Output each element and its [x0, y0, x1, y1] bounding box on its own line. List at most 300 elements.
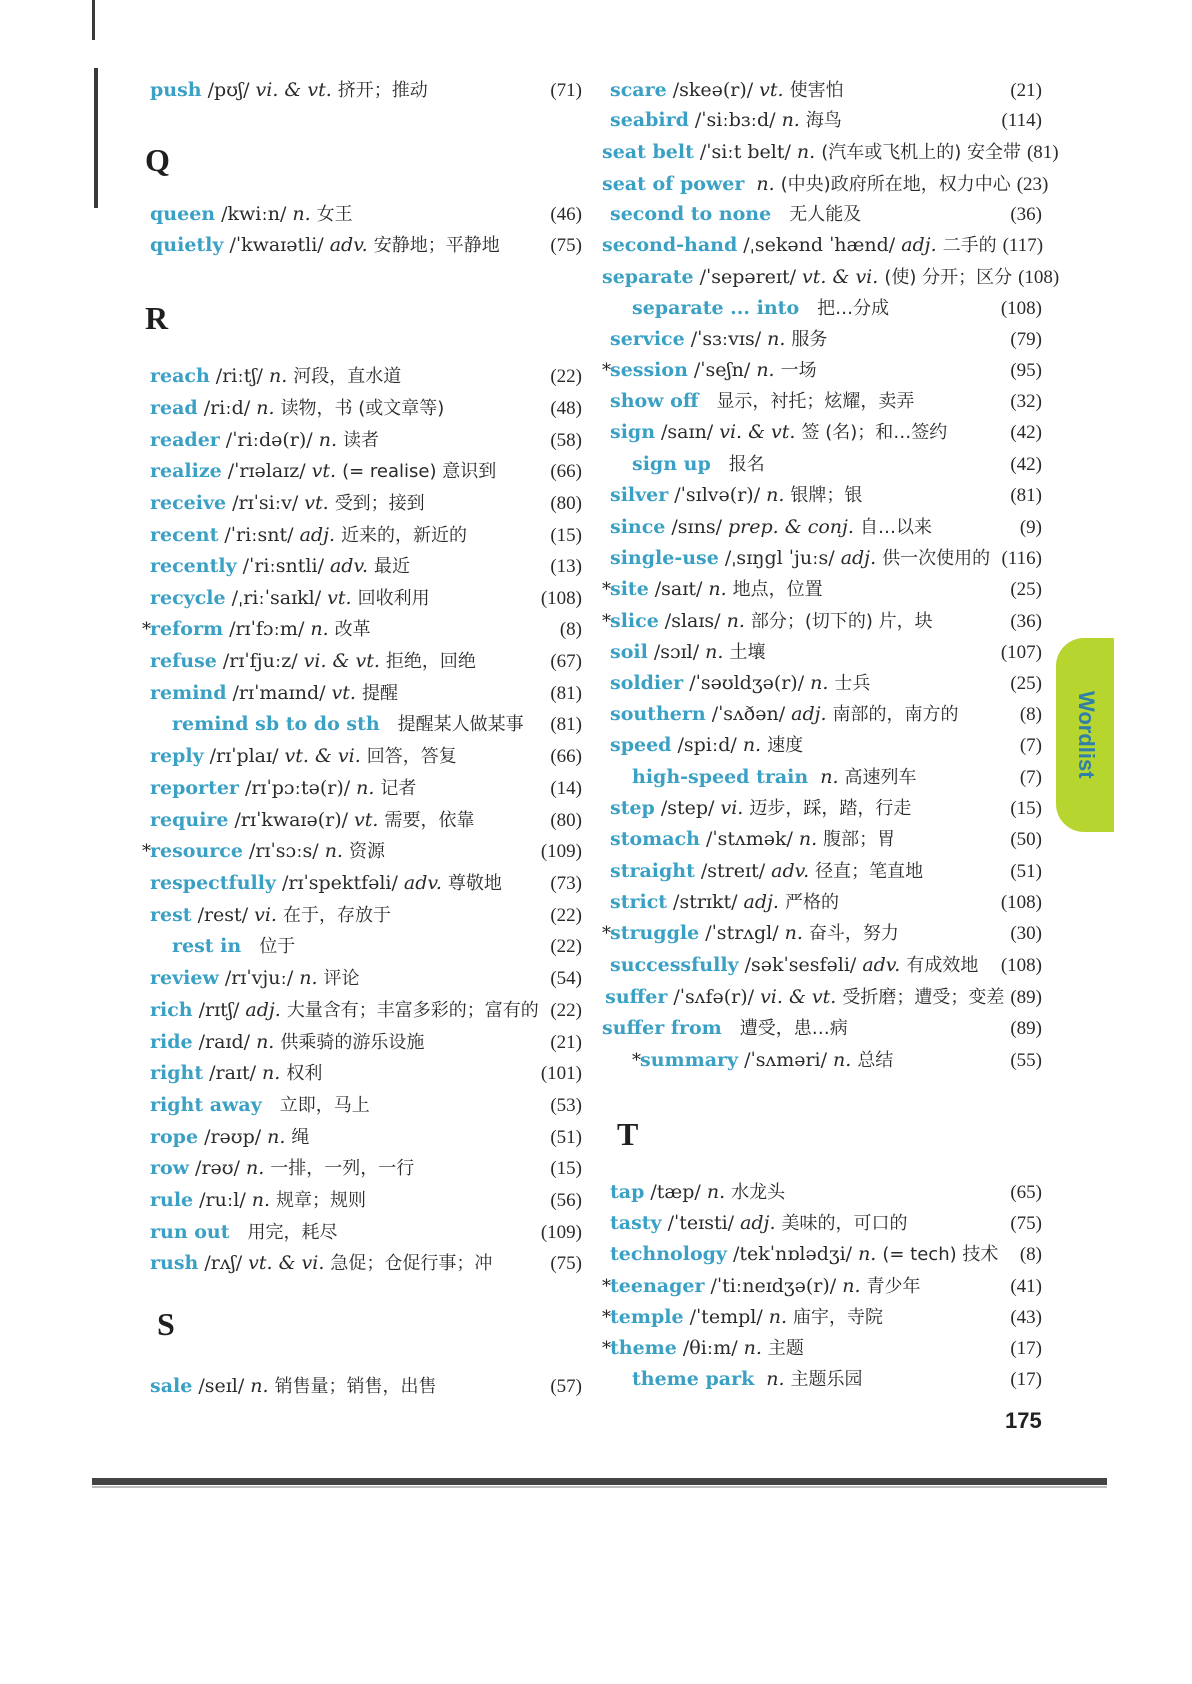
entry-pronunciation: /rɪˈvjuː/	[224, 967, 294, 989]
entry-part-of-speech: vi.	[720, 797, 744, 819]
entry-headword: separate	[602, 266, 694, 288]
entry-page-ref: (42)	[1010, 422, 1042, 443]
entry-page-ref: (81)	[550, 714, 582, 735]
entry-part-of-speech: n.	[781, 109, 800, 131]
entry-definition: 规章；规则	[276, 1190, 367, 1211]
entry-headword: speed	[610, 734, 672, 756]
wordlist-entry	[150, 1028, 582, 1056]
entry-part-of-speech: vi. & vt.	[255, 79, 332, 101]
entry-pronunciation: /ˈsɜːvɪs/	[690, 328, 762, 350]
entry-definition: 土壤	[729, 642, 766, 663]
entry-page-ref: (101)	[540, 1063, 582, 1084]
entry-page-ref: (15)	[550, 525, 582, 546]
wordlist-entry	[610, 794, 1042, 822]
entry-definition: 供一次使用的	[882, 548, 991, 569]
entry-pronunciation: /kwiːn/	[221, 203, 287, 225]
entry-definition: 评论	[323, 968, 360, 989]
wordlist-entry	[610, 1046, 1042, 1074]
entry-part-of-speech: adj.	[791, 703, 827, 725]
entry-page-ref: (32)	[1010, 391, 1042, 412]
entry-definition: 立即，马上	[279, 1095, 370, 1116]
entry-headword: reader	[150, 429, 220, 451]
entry-headword: push	[150, 79, 202, 101]
wordlist-entry	[150, 76, 582, 104]
entry-page-ref: (80)	[550, 493, 582, 514]
wordlist-entry	[610, 106, 1042, 134]
wordlist-entry	[610, 294, 1042, 322]
entry-part-of-speech: n.	[356, 777, 375, 799]
entry-part-of-speech: n.	[262, 1062, 281, 1084]
entry-part-of-speech: adj.	[740, 1212, 776, 1234]
entry-definition: 读者	[342, 430, 379, 451]
entry-part-of-speech: n.	[833, 1049, 852, 1071]
entry-headword: session	[610, 359, 688, 381]
wordlist-tab-label: Wordlist	[1074, 691, 1099, 779]
entry-pronunciation: /ruːl/	[199, 1189, 246, 1211]
entry-pronunciation: /sɔɪl/	[653, 641, 700, 663]
entry-headword: recent	[150, 524, 219, 546]
entry-headword: rush	[150, 1252, 199, 1274]
wordlist-entry	[610, 825, 1042, 853]
wordlist-entry	[610, 325, 1042, 353]
wordlist-entry	[602, 607, 1042, 635]
entry-pronunciation: /θiːm/	[682, 1337, 738, 1359]
entry-headword: recently	[150, 555, 237, 577]
entry-star: *	[142, 841, 151, 862]
entry-page-ref: (48)	[550, 398, 582, 419]
wordlist-entry	[610, 857, 1042, 885]
wordlist-entry	[150, 1218, 582, 1246]
entry-pronunciation: /ˈtempl/	[689, 1306, 763, 1328]
wordlist-entry	[610, 1178, 1042, 1206]
entry-headword: rich	[150, 999, 193, 1021]
entry-part-of-speech: adv.	[403, 872, 442, 894]
entry-pronunciation: /seɪl/	[198, 1375, 245, 1397]
wordlist-entry	[150, 869, 582, 897]
entry-part-of-speech: n.	[766, 1368, 785, 1390]
entry-star: *	[602, 360, 611, 381]
entry-part-of-speech: n.	[256, 397, 275, 419]
entry-pronunciation: /skeə(r)/	[672, 79, 754, 101]
entry-headword: show off	[610, 390, 699, 412]
entry-definition: 显示，衬托；炫耀，卖弄	[716, 391, 915, 412]
wordlist-entry	[602, 1303, 1042, 1331]
entry-pronunciation: /rəʊp/	[204, 1126, 262, 1148]
entry-definition: 遭受，患…病	[739, 1018, 848, 1039]
entry-page-ref: (108)	[1000, 298, 1042, 319]
entry-headword: require	[150, 809, 229, 831]
entry-page-ref: (95)	[1010, 360, 1042, 381]
entry-page-ref: (53)	[550, 1095, 582, 1116]
wordlist-entry	[150, 200, 582, 228]
entry-pronunciation: /ˈsʌməri/	[744, 1049, 828, 1071]
wordlist-entry	[150, 742, 582, 770]
entry-headword: respectfully	[150, 872, 276, 894]
entry-part-of-speech: n.	[810, 672, 829, 694]
wordlist-entry	[610, 638, 1042, 666]
entry-page-ref: (114)	[1001, 110, 1042, 131]
entry-part-of-speech: n.	[256, 1031, 275, 1053]
entry-part-of-speech: adj.	[901, 234, 937, 256]
entry-pronunciation: /ˈsəʊldʒə(r)/	[689, 672, 805, 694]
entry-pronunciation: /tekˈnɒlədʒi/	[732, 1243, 853, 1265]
wordlist-entry	[610, 418, 1042, 446]
entry-part-of-speech: n.	[268, 365, 288, 387]
scan-bottom-edge-shadow	[92, 1486, 1107, 1488]
entry-star: *	[602, 1276, 611, 1297]
entry-page-ref: (73)	[550, 873, 582, 894]
entry-page-ref: (50)	[1010, 829, 1042, 850]
entry-star: *	[142, 619, 151, 640]
entry-pronunciation: /riːd/	[203, 397, 251, 419]
entry-part-of-speech: vt. & vi.	[248, 1252, 325, 1274]
scan-edge-mark-mid	[94, 68, 98, 208]
entry-headword: straight	[610, 860, 695, 882]
entry-definition: 地点，位置	[732, 579, 823, 600]
wordlist-entry	[610, 544, 1042, 572]
entry-headword: successfully	[610, 954, 739, 976]
entry-page-ref: (51)	[550, 1127, 582, 1148]
entry-pronunciation: /tæp/	[650, 1181, 701, 1203]
entry-definition: (中央)政府所在地，权力中心	[780, 174, 1011, 195]
entry-pronunciation: /ˈsɪlvə(r)/	[674, 484, 761, 506]
entry-page-ref: (108)	[540, 588, 582, 609]
entry-headword: reply	[150, 745, 204, 767]
entry-definition: 安静地；平静地	[373, 235, 500, 256]
wordlist-entry	[610, 669, 1042, 697]
entry-pronunciation: /slaɪs/	[664, 610, 721, 632]
wordlist-entry	[150, 1059, 582, 1087]
wordlist-entry	[602, 575, 1042, 603]
entry-headword: silver	[610, 484, 669, 506]
entry-page-ref: (46)	[550, 204, 582, 225]
entry-definition: 腹部；胃	[823, 829, 896, 850]
entry-page-ref: (15)	[1010, 798, 1042, 819]
entry-headword: seabird	[610, 109, 689, 131]
entry-definition: 权利	[286, 1063, 323, 1084]
entry-page-ref: (43)	[1010, 1307, 1042, 1328]
wordlist-entry	[602, 356, 1042, 384]
entry-definition: 拒绝，回绝	[385, 651, 476, 672]
entry-headword: scare	[610, 79, 667, 101]
entry-headword: soil	[610, 641, 648, 663]
section-letter-s: S	[157, 1306, 175, 1342]
entry-headword: right	[150, 1062, 204, 1084]
entry-definition: 总结	[857, 1050, 894, 1071]
entry-pronunciation: /ˌriːˈsaɪkl/	[231, 587, 322, 609]
entry-part-of-speech: adv.	[329, 234, 368, 256]
entry-definition: 使害怕	[789, 80, 844, 101]
wordlist-entry	[610, 1240, 1042, 1268]
entry-headword: row	[150, 1157, 190, 1179]
entry-page-ref: (42)	[1010, 454, 1042, 475]
entry-part-of-speech: adj.	[743, 891, 779, 913]
entry-pronunciation: /rʌʃ/	[204, 1252, 243, 1274]
entry-page-ref: (80)	[550, 810, 582, 831]
entry-part-of-speech: n.	[768, 1306, 788, 1328]
entry-headword: rest	[150, 904, 192, 926]
entry-pronunciation: /ˌsekənd ˈhænd/	[743, 234, 896, 256]
entry-headword: since	[610, 516, 666, 538]
entry-part-of-speech: n.	[318, 429, 337, 451]
entry-star: *	[602, 923, 611, 944]
entry-pronunciation: /rɪˈsiːv/	[232, 492, 299, 514]
entry-page-ref: (67)	[550, 651, 582, 672]
wordlist-entry	[610, 731, 1042, 759]
entry-definition: (汽车或飞机上的) 安全带	[821, 142, 1021, 163]
entry-headword: suffer from	[602, 1017, 722, 1039]
entry-page-ref: (75)	[550, 235, 582, 256]
entry-headword: theme park	[632, 1368, 755, 1390]
entry-definition: 用完，耗尽	[247, 1222, 338, 1243]
entry-page-ref: (54)	[550, 968, 582, 989]
entry-definition: 需要，依靠	[384, 810, 475, 831]
entry-page-ref: (108)	[1000, 955, 1042, 976]
entry-page-ref: (15)	[550, 1158, 582, 1179]
entry-part-of-speech: adj.	[245, 999, 281, 1021]
entry-headword: single-use	[610, 547, 719, 569]
entry-page-ref: (71)	[550, 80, 582, 101]
entry-page-ref: (109)	[540, 841, 582, 862]
entry-definition: 水龙头	[731, 1182, 786, 1203]
wordlist-entry	[610, 387, 1042, 415]
entry-page-ref: (21)	[1010, 80, 1042, 101]
wordlist-entry	[610, 1365, 1042, 1393]
entry-page-ref: (7)	[1019, 735, 1042, 756]
entry-pronunciation: /streɪt/	[700, 860, 766, 882]
entry-headword: strict	[610, 891, 668, 913]
wordlist-entry	[150, 679, 582, 707]
entry-pronunciation: /strɪkt/	[673, 891, 738, 913]
wordlist-entry	[142, 615, 582, 643]
wordlist-entry	[150, 1186, 582, 1214]
wordlist-entry	[150, 362, 582, 390]
entry-pronunciation: /ˌsɪŋgl ˈjuːs/	[724, 547, 835, 569]
entry-part-of-speech: vt.	[327, 587, 352, 609]
entry-definition: 士兵	[834, 673, 871, 694]
entry-page-ref: (55)	[1010, 1050, 1042, 1071]
entry-part-of-speech: vt. & vi.	[284, 745, 361, 767]
entry-headword: remind sb to do sth	[172, 713, 380, 735]
entry-star: *	[602, 579, 611, 600]
entry-definition: 受折磨；遭受；变差	[842, 987, 1005, 1008]
entry-page-ref: (8)	[1019, 1244, 1042, 1265]
entry-pronunciation: /ˈsiːbɜːd/	[694, 109, 776, 131]
entry-definition: 签 (名)；和…签约	[801, 422, 948, 443]
entry-page-ref: (81)	[1010, 485, 1042, 506]
wordlist-entry	[150, 1372, 582, 1400]
entry-definition: 尊敬地	[447, 873, 502, 894]
entry-headword: seat belt	[602, 141, 694, 163]
entry-headword: queen	[150, 203, 216, 225]
wordlist-entry	[610, 450, 1042, 478]
entry-star: *	[602, 1338, 611, 1359]
entry-definition: 河段，直水道	[293, 366, 402, 387]
wordlist-entry	[150, 806, 582, 834]
wordlist-entry	[150, 1154, 582, 1182]
entry-headword: stomach	[610, 828, 700, 850]
wordlist-entry	[610, 763, 1042, 791]
entry-pronunciation: /rɪˈpɔːtə(r)/	[244, 777, 351, 799]
entry-definition: 美味的，可口的	[781, 1213, 908, 1234]
entry-definition: 供乘骑的游乐设施	[280, 1032, 425, 1053]
entry-headword: struggle	[610, 922, 700, 944]
entry-definition: 严格的	[784, 892, 839, 913]
entry-definition: 提醒某人做某事	[397, 714, 524, 735]
entry-definition: (= realise) 意识到	[342, 461, 497, 482]
entry-part-of-speech: n.	[756, 359, 775, 381]
entry-page-ref: (8)	[1019, 704, 1042, 725]
entry-definition: 银牌；银	[790, 485, 863, 506]
entry-part-of-speech: n.	[267, 1126, 286, 1148]
entry-part-of-speech: n.	[858, 1243, 877, 1265]
entry-headword: southern	[610, 703, 706, 725]
entry-headword: technology	[610, 1243, 727, 1265]
entry-pronunciation: /rɪˈsɔːs/	[248, 840, 319, 862]
wordlist-entry	[150, 647, 582, 675]
entry-headword: second to none	[610, 203, 772, 225]
entry-page-ref: (41)	[1010, 1276, 1042, 1297]
entry-pronunciation: /səkˈsesfəli/	[744, 954, 857, 976]
entry-page-ref: (89)	[1010, 1018, 1042, 1039]
wordlist-entry	[610, 1209, 1042, 1237]
entry-page-ref: (66)	[550, 461, 582, 482]
entry-part-of-speech: vt.	[354, 809, 379, 831]
wordlist-entry	[610, 481, 1042, 509]
entry-page-ref: (22)	[550, 366, 582, 387]
entry-headword: teenager	[610, 1275, 705, 1297]
wordlist-entry	[150, 394, 582, 422]
entry-pronunciation: /ˈsʌðən/	[711, 703, 786, 725]
entry-pronunciation: /rɪˈplaɪ/	[209, 745, 279, 767]
entry-headword: ride	[150, 1031, 193, 1053]
wordlist-entry	[150, 901, 582, 929]
entry-part-of-speech: n.	[796, 141, 816, 163]
entry-headword: sign up	[632, 453, 711, 475]
entry-pronunciation: /ˈstrʌgl/	[705, 922, 779, 944]
entry-part-of-speech: n.	[798, 828, 818, 850]
wordlist-entry	[150, 231, 582, 259]
entry-definition: (= tech) 技术	[882, 1244, 999, 1265]
entry-page-ref: (22)	[550, 936, 582, 957]
entry-page-ref: (66)	[550, 746, 582, 767]
scan-bottom-edge	[92, 1478, 1107, 1485]
entry-page-ref: (65)	[1010, 1182, 1042, 1203]
entry-part-of-speech: n.	[742, 734, 762, 756]
entry-headword: soldier	[610, 672, 684, 694]
entry-definition: 无人能及	[789, 204, 862, 225]
entry-headword: resource	[150, 840, 243, 862]
entry-headword: theme	[610, 1337, 677, 1359]
entry-pronunciation: /rɪˈkwaɪə(r)/	[234, 809, 349, 831]
entry-pronunciation: /rɪtʃ/	[198, 999, 240, 1021]
entry-pronunciation: /ˈseʃn/	[693, 359, 751, 381]
entry-definition: 自…以来	[859, 517, 932, 538]
entry-definition: 受到；接到	[334, 493, 425, 514]
entry-definition: 迈步，踩，踏，行走	[749, 798, 912, 819]
wordlist-entry	[150, 457, 582, 485]
entry-headword: run out	[150, 1221, 230, 1243]
wordlist-entry	[150, 521, 582, 549]
entry-part-of-speech: vt.	[331, 682, 356, 704]
entry-definition: 挤开；推动	[337, 80, 428, 101]
entry-headword: step	[610, 797, 655, 819]
entry-headword: refuse	[150, 650, 217, 672]
entry-pronunciation: /pʊʃ/	[207, 79, 250, 101]
entry-definition: 奋斗，努力	[808, 923, 899, 944]
entry-definition: 记者	[380, 778, 417, 799]
entry-page-ref: (116)	[1001, 548, 1042, 569]
entry-headword: sale	[150, 1375, 193, 1397]
entry-definition: 径直；笔直地	[815, 861, 924, 882]
entry-headword: remind	[150, 682, 227, 704]
entry-headword: realize	[150, 460, 222, 482]
entry-part-of-speech: n.	[250, 1375, 269, 1397]
entry-headword: suffer	[605, 986, 668, 1008]
entry-headword: right away	[150, 1094, 262, 1116]
entry-page-ref: (23)	[1016, 174, 1049, 195]
entry-definition: 一场	[780, 360, 817, 381]
entry-pronunciation: /ˈriːsntli/	[242, 555, 324, 577]
entry-pronunciation: /raɪt/	[209, 1062, 257, 1084]
entry-headword: second-hand	[602, 234, 738, 256]
entry-headword: separate ... into	[632, 297, 800, 319]
entry-headword: reform	[150, 618, 224, 640]
entry-page-ref: (30)	[1010, 923, 1042, 944]
entry-part-of-speech: n.	[756, 173, 775, 195]
entry-pronunciation: /ˈtiːneɪdʒə(r)/	[710, 1275, 837, 1297]
entry-headword: rule	[150, 1189, 194, 1211]
entry-part-of-speech: n.	[310, 618, 329, 640]
entry-page-ref: (58)	[550, 430, 582, 451]
entry-page-ref: (81)	[1026, 142, 1059, 163]
entry-definition: 销售量；销售，出售	[274, 1376, 437, 1397]
entry-definition: 高速列车	[844, 767, 917, 788]
entry-headword: summary	[640, 1049, 739, 1071]
wordlist-entry	[150, 1091, 582, 1119]
wordlist-entry	[605, 983, 1042, 1011]
entry-part-of-speech: n.	[784, 922, 803, 944]
entry-page-ref: (17)	[1010, 1338, 1042, 1359]
entry-pronunciation: /ˈstʌmək/	[705, 828, 793, 850]
entry-page-ref: (17)	[1010, 1369, 1042, 1390]
wordlist-entry	[150, 774, 582, 802]
entry-page-ref: (81)	[550, 683, 582, 704]
wordlist-entry	[610, 888, 1042, 916]
entry-pronunciation: /spiːd/	[677, 734, 737, 756]
entry-headword: sign	[610, 421, 656, 443]
entry-definition: 速度	[767, 735, 804, 756]
entry-page-ref: (22)	[550, 1000, 582, 1021]
wordlist-entry	[610, 700, 1042, 728]
entry-part-of-speech: adj.	[299, 524, 335, 546]
entry-headword: reporter	[150, 777, 239, 799]
entry-page-ref: (22)	[550, 905, 582, 926]
entry-definition: 庙宇，寺院	[793, 1307, 884, 1328]
entry-star: *	[602, 611, 611, 632]
entry-part-of-speech: adv.	[862, 954, 901, 976]
entry-definition: 青少年	[866, 1276, 921, 1297]
entry-page-ref: (9)	[1019, 517, 1042, 538]
entry-part-of-speech: n.	[842, 1275, 861, 1297]
entry-definition: 二手的	[942, 235, 997, 256]
entry-definition: 在于，存放于	[282, 905, 391, 926]
entry-page-ref: (25)	[1010, 579, 1042, 600]
entry-part-of-speech: prep. & conj.	[728, 516, 854, 538]
entry-part-of-speech: vt.	[304, 492, 329, 514]
entry-pronunciation: /ˈriːsnt/	[224, 524, 294, 546]
entry-page-ref: (75)	[550, 1253, 582, 1274]
